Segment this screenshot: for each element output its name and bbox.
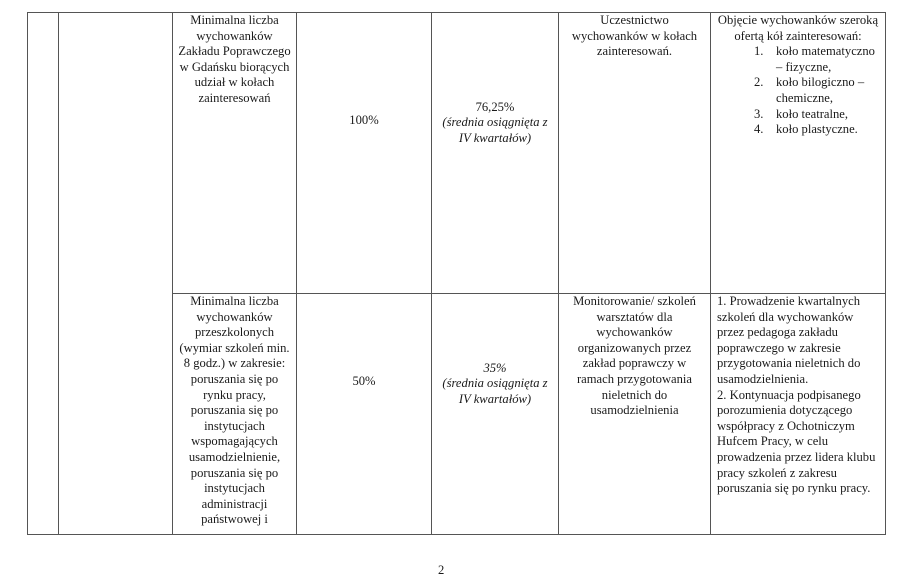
monitoring-text: Monitorowanie/ szkoleń warsztatów dla wychowanków organizowanych przez zakład poprawczy w ramach przygotowania nieletnich do usamodzielnienia (573, 294, 696, 418)
achieved-cell (432, 13, 559, 294)
achieved-value: 35% (483, 360, 507, 375)
indicator-cell (173, 13, 297, 294)
list-item: 2. koło bilogiczno – chemiczne, (754, 75, 865, 105)
indicator-text: Minimalna liczba wychowanków Zakładu Poprawczego w Gdańsku biorących udział w kołach zainteresowań (178, 13, 291, 105)
area-cell (59, 13, 173, 535)
actions-cell (711, 13, 886, 294)
actions-list (715, 44, 881, 138)
actions-cell (711, 294, 886, 535)
results-table (27, 12, 886, 535)
monitoring-cell (559, 13, 711, 294)
table-row (28, 13, 886, 294)
achieved-note: (średnia osiągnięta z IV kwartałów) (442, 115, 548, 145)
action-paragraph: 1. Prowadzenie kwartalnych szkoleń dla wychowanków przez pedagoga zakładu poprawczego w zakresie przygotowania nieletnich do usamodzielnienia. (717, 294, 861, 386)
achieved-cell (432, 294, 559, 535)
achieved-note: (średnia osiągnięta z IV kwartałów) (442, 376, 548, 406)
list-item: 3. koło teatralne, (754, 106, 849, 121)
list-item: 4. koło plastyczne. (754, 122, 858, 137)
number-cell (28, 13, 59, 535)
action-paragraph: 2. Kontynuacja podpisanego porozumienia dotyczącego współpracy z Ochotniczym Hufcem Pracy, w celu prowadzenia przez lidera klubu pracy szkoleń z zakresu poruszania się po rynku pracy. (717, 387, 876, 496)
target-cell (297, 13, 432, 294)
monitoring-text: Uczestnictwo wychowanków w kołach zainteresowań. (571, 13, 698, 59)
target-value: 100% (349, 113, 379, 128)
actions-intro: Objęcie wychowanków szeroką ofertą kół zainteresowań: (717, 13, 879, 43)
list-item: 1. koło matematyczno – fizyczne, (754, 44, 875, 74)
indicator-text: Minimalna liczba wychowanków przeszkolonych (wymiar szkoleń min. 8 godz.) w zakresie: poruszania się po rynku pracy, poruszania się po instytucjach wspomagających usamodzielnienie, poruszania się po instytucjach administracji państwowej i (179, 294, 290, 527)
page-number: 2 (438, 563, 445, 577)
monitoring-cell (559, 294, 711, 535)
target-value: 50% (352, 374, 376, 389)
indicator-cell (173, 294, 297, 535)
target-cell (297, 294, 432, 535)
achieved-value: 76,25% (475, 99, 515, 114)
